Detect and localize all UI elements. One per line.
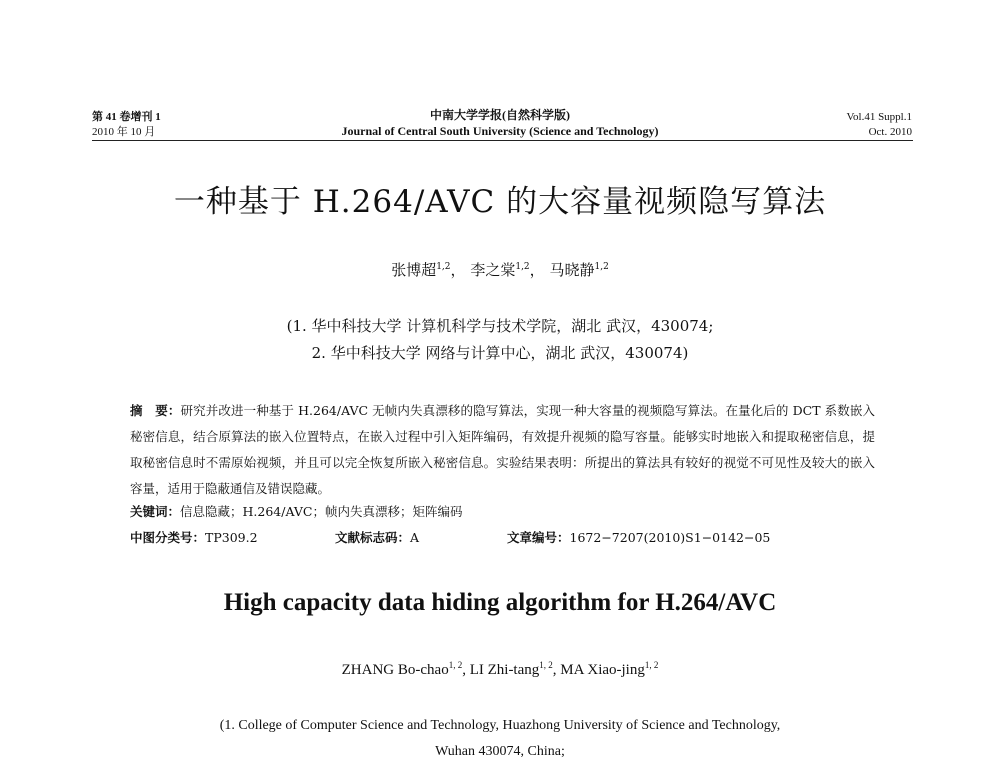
paper-title-en: High capacity data hiding algorithm for H.264/AVC [223,589,777,616]
journal-name-cn: 中南大学学报(自然科学版) [430,108,570,122]
affiliation-en-1: (1. College of Computer Science and Technology, Huazhong University of Science and Technology, [219,718,781,733]
journal-volume: 第 41 卷增刊 1 [92,111,161,123]
clc-value: TP309.2 [205,530,258,545]
document-code-value: A [410,530,420,545]
authors-cn [0,259,1000,280]
author-affiliation-mark: 1,2 [515,262,530,272]
journal-name-en: Journal of Central South University (Science and Technology) [341,124,659,138]
clc-label: 中图分类号： [130,530,206,545]
author-affiliation-mark: 1, 2 [448,660,463,670]
abstract-text: 研究并改进一种基于 H.264/AVC 无帧内失真漂移的隐写算法，实现一种大容量的视频隐写算法。在量化后的 DCT 系数嵌入秘密信息，结合原算法的嵌入位置特点，在嵌入过程中引入矩阵编码，有效提升视频的隐写容量。能够实时地嵌入和提取秘密信息，提取秘密信息时不需原始视频，并且可以完全恢复所嵌入秘密信息。实验结果表明：所提出的算法具有较好的视觉不可见性及较大的嵌入容量，适用于隐蔽通信及错误隐藏。 [130,403,875,496]
author-separator: ， [529,261,545,279]
author-separator: , [552,662,561,678]
keywords-cn [130,502,462,522]
abstract-label: 摘 要： [130,403,181,418]
author-name: 李之棠 [470,261,516,279]
document-code-label: 文献标志码： [335,530,411,545]
keywords-text: 信息隐藏；H.264/AVC；帧内失真漂移；矩阵编码 [180,504,463,519]
document-code [335,528,419,548]
article-number [507,528,770,548]
affiliation-cn-1: (1. 华中科技大学 计算机科学与技术学院，湖北 武汉，430074; [286,317,714,335]
paper-title-cn: 一种基于 H.264/AVC 的大容量视频隐写算法 [173,184,827,220]
author-separator: ， [450,261,466,279]
author-name: 马晓静 [549,261,595,279]
author-affiliation-mark: 1, 2 [644,660,659,670]
abstract-cn [130,398,875,502]
author-affiliation-mark: 1,2 [436,262,451,272]
journal-volume-en: Vol.41 Suppl.1 [846,111,912,123]
author-affiliation-mark: 1,2 [594,262,609,272]
keywords-label: 关键词： [130,504,181,519]
author-affiliation-mark: 1, 2 [539,660,553,670]
header-rule [92,140,913,141]
article-number-value: 1672−7207(2010)S1−0142−05 [569,530,771,545]
article-number-label: 文章编号： [507,530,570,545]
clc-number [130,528,258,548]
affiliation-cn-2: 2. 华中科技大学 网络与计算中心，湖北 武汉，430074) [311,344,689,362]
journal-date: 2010 年 10 月 [92,126,156,138]
author-separator: , [462,662,470,678]
author-name: 张博超 [391,261,437,279]
affiliation-en-2: Wuhan 430074, China; [435,744,565,759]
author-name: MA Xiao-jing [560,662,645,678]
journal-date-en: Oct. 2010 [868,126,912,138]
author-name: LI Zhi-tang [469,662,540,678]
authors-en [0,662,1000,679]
author-name: ZHANG Bo-chao [341,662,449,678]
